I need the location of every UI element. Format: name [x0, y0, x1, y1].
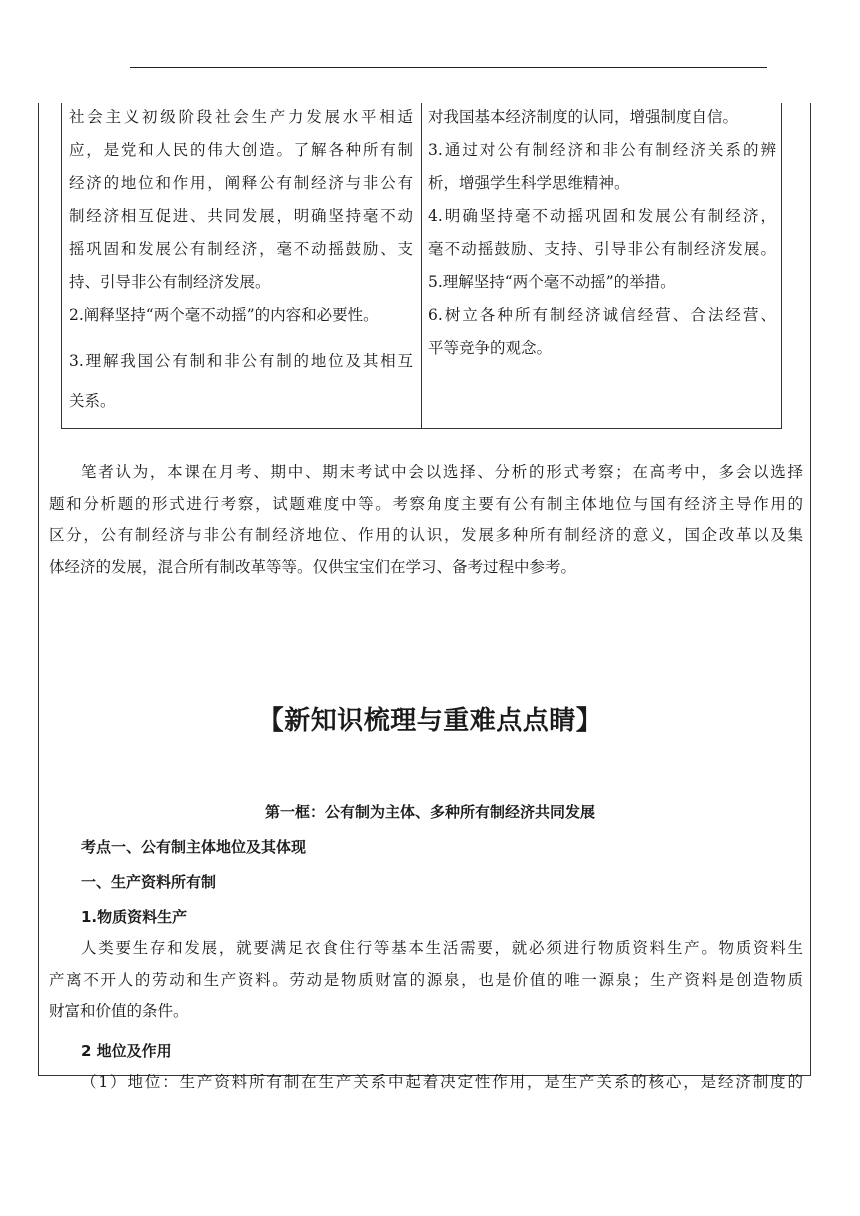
analysis-line: 笔者认为，本课在月考、期中、期末考试中会以选择、分析的形式考察；在高考中，多会以选择 [81, 463, 803, 481]
item2-paragraph [81, 1067, 803, 1099]
table-left-line: 社会主义初级阶段社会生产力发展水平相适 [69, 108, 413, 126]
table-left-line: 经济的地位和作用，阐释公有制经济与非公有 [69, 174, 413, 192]
table-right-line: 3.通过对公有制经济和非公有制经济关系的辨 [428, 141, 776, 159]
item1-line: 财富和价值的条件。 [49, 1002, 189, 1020]
table-right-cell [428, 101, 776, 365]
analysis-line: 体经济的发展，混合所有制改革等等。仅供宝宝们在学习、备考过程中参考。 [49, 557, 577, 576]
analysis-line: 区分，公有制经济与非公有制经济地位、作用的认识，发展多种所有制经济的意义，国企改革以及集 [49, 526, 803, 544]
point-heading: 考点一、公有制主体地位及其体现 [81, 838, 307, 856]
item1-paragraph [49, 933, 803, 1028]
table-right-line: 对我国基本经济制度的认同，增强制度自信。 [428, 108, 739, 126]
part-heading: 一、生产资料所有制 [81, 873, 217, 891]
table-right-line: 毫不动摇鼓励、支持、引导非公有制经济发展。 [428, 240, 776, 258]
table-left-line: 持、引导非公有制经济发展。 [69, 273, 271, 291]
table-left-line: 3.理解我国公有制和非公有制的地位及其相互 [69, 352, 413, 370]
table-column-divider [421, 103, 422, 428]
analysis-paragraph [49, 457, 803, 583]
table-left-line: 应，是党和人民的伟大创造。了解各种所有制 [69, 141, 413, 159]
table-right-line: 5.理解坚持“两个毫不动摇”的举措。 [428, 273, 676, 291]
table-left-line: 关系。 [69, 392, 116, 410]
section-subtitle: 第一框：公有制为主体、多种所有制经济共同发展 [264, 803, 595, 821]
item2-line: （1）地位：生产资料所有制在生产关系中起着决定性作用，是生产关系的核心，是经济制度的 [81, 1073, 803, 1091]
table-left-line: 2.阐释坚持“两个毫不动摇”的内容和必要性。 [69, 306, 379, 324]
item1-line: 产离不开人的劳动和生产资料。劳动是物质财富的源泉，也是价值的唯一源泉；生产资料是创造物质 [49, 970, 803, 989]
table-right-line: 析，增强学生科学思维精神。 [428, 174, 630, 192]
item2-heading: 2 地位及作用 [81, 1042, 172, 1060]
table-right-line: 6.树立各种所有制经济诚信经营、合法经营、 [428, 306, 776, 324]
item1-line: 人类要生存和发展，就要满足衣食住行等基本生活需要，就必须进行物质资料生产。物质资料生 [81, 939, 803, 957]
table-right-line: 4.明确坚持毫不动摇巩固和发展公有制经济， [428, 207, 776, 225]
table-right-line: 平等竞争的观念。 [428, 339, 553, 357]
section-title: 【新知识梳理与重难点点睛】 [257, 706, 603, 736]
table-left-line: 制经济相互促进、共同发展，明确坚持毫不动 [69, 207, 413, 225]
item1-heading: 1.物质资料生产 [81, 908, 188, 926]
header-rule [130, 67, 767, 68]
table-left-line: 摇巩固和发展公有制经济，毫不动摇鼓励、支 [69, 240, 413, 258]
table-left-cell [69, 101, 413, 424]
analysis-line: 题和分析题的形式进行考察，试题难度中等。考察角度主要有公有制主体地位与国有经济主导作用的 [49, 494, 803, 513]
